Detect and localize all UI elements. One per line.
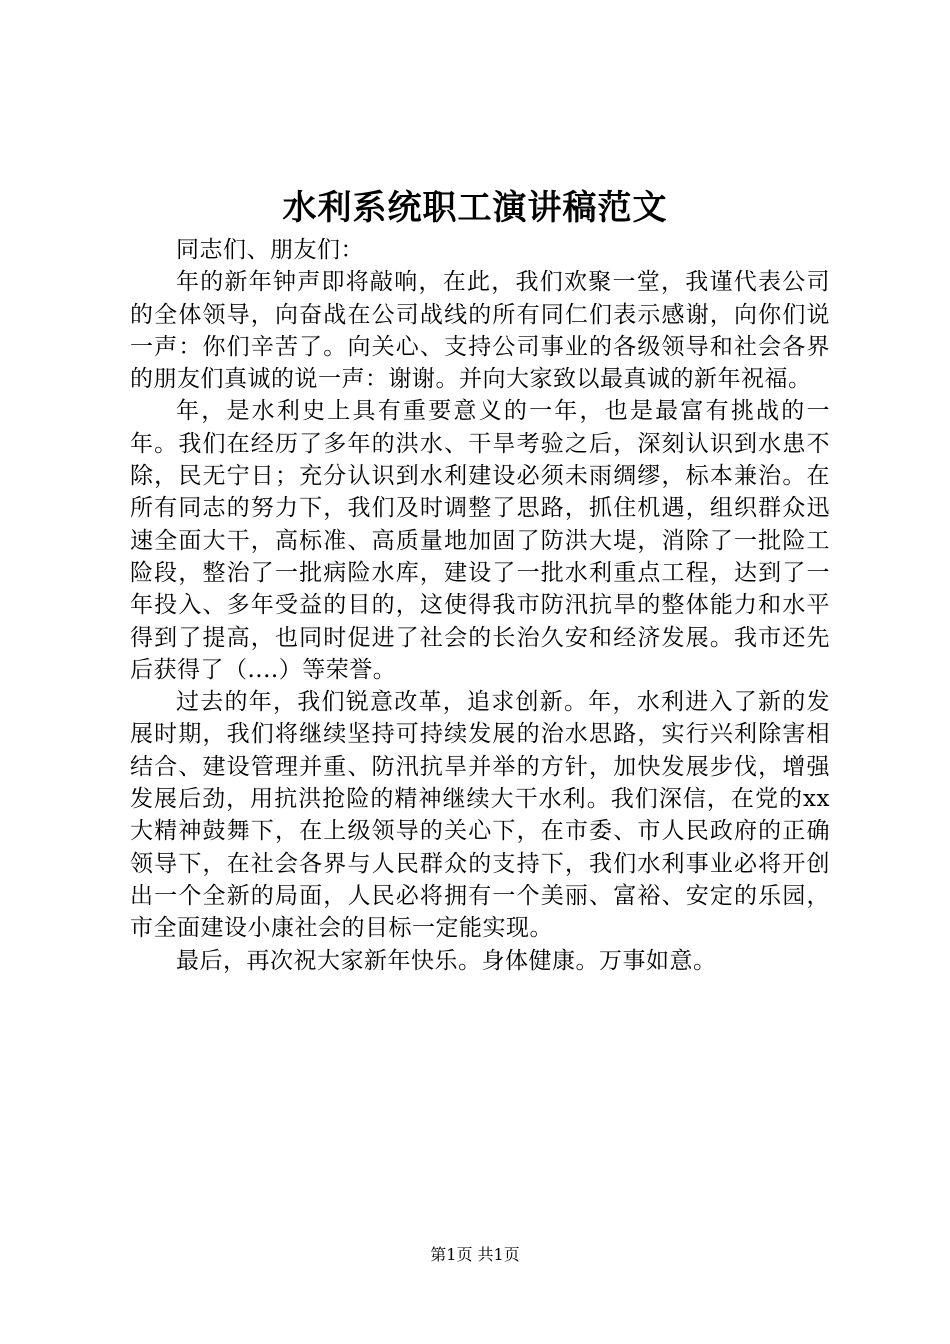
paragraph-greeting: 年的新年钟声即将敲响，在此，我们欢聚一堂，我谨代表公司的全体领导，向奋战在公司战线的所有同仁们表示感谢，向你们说一声：你们辛苦了。向关心、支持公司事业的各级领导和社会各界的朋友们真诚的说一声：谢谢。并向大家致以最真诚的新年祝福。 xyxy=(130,269,830,393)
document-title: 水利系统职工演讲稿范文 xyxy=(282,188,668,228)
paragraph-closing: 最后，再次祝大家新年快乐。身体健康。万事如意。 xyxy=(176,947,717,974)
page-number-footer: 第1页 共1页 xyxy=(430,1245,520,1264)
paragraph-achievements: 年，是水利史上具有重要意义的一年，也是最富有挑战的一年。我们在经历了多年的洪水、干旱考验之后，深刻认识到水患不除，民无宁日；充分认识到水利建设必须未雨绸缪，标本兼治。在所有同志的努力下，我们及时调整了思路，抓住机遇，组织群众迅速全面大干，高标准、高质量地加固了防洪大堤，消除了一批险工险段，整治了一批病险水库，建设了一批水利重点工程，达到了一年投入、多年受益的目的，这使得我市防汛抗旱的整体能力和水平得到了提高，也同时促进了社会的长治久安和经济发展。我市还先后获得了（....）等荣誉。 xyxy=(130,398,830,683)
document-body xyxy=(130,234,830,977)
paragraph-salutation: 同志们、朋友们： xyxy=(176,237,364,263)
paragraph-outlook: 过去的年，我们锐意改革，追求创新。年，水利进入了新的发展时期，我们将继续坚持可持续发展的治水思路，实行兴利除害相结合、建设管理并重、防汛抗旱并举的方针，加快发展步伐，增强发展后劲，用抗洪抢险的精神继续大干水利。我们深信，在党的xx大精神鼓舞下，在上级领导的关心下，在市委、市人民政府的正确领导下，在社会各界与人民群众的支持下，我们水利事业必将开创出一个全新的局面，人民必将拥有一个美丽、富裕、安定的乐园，市全面建设小康社会的目标一定能实现。 xyxy=(130,689,830,942)
